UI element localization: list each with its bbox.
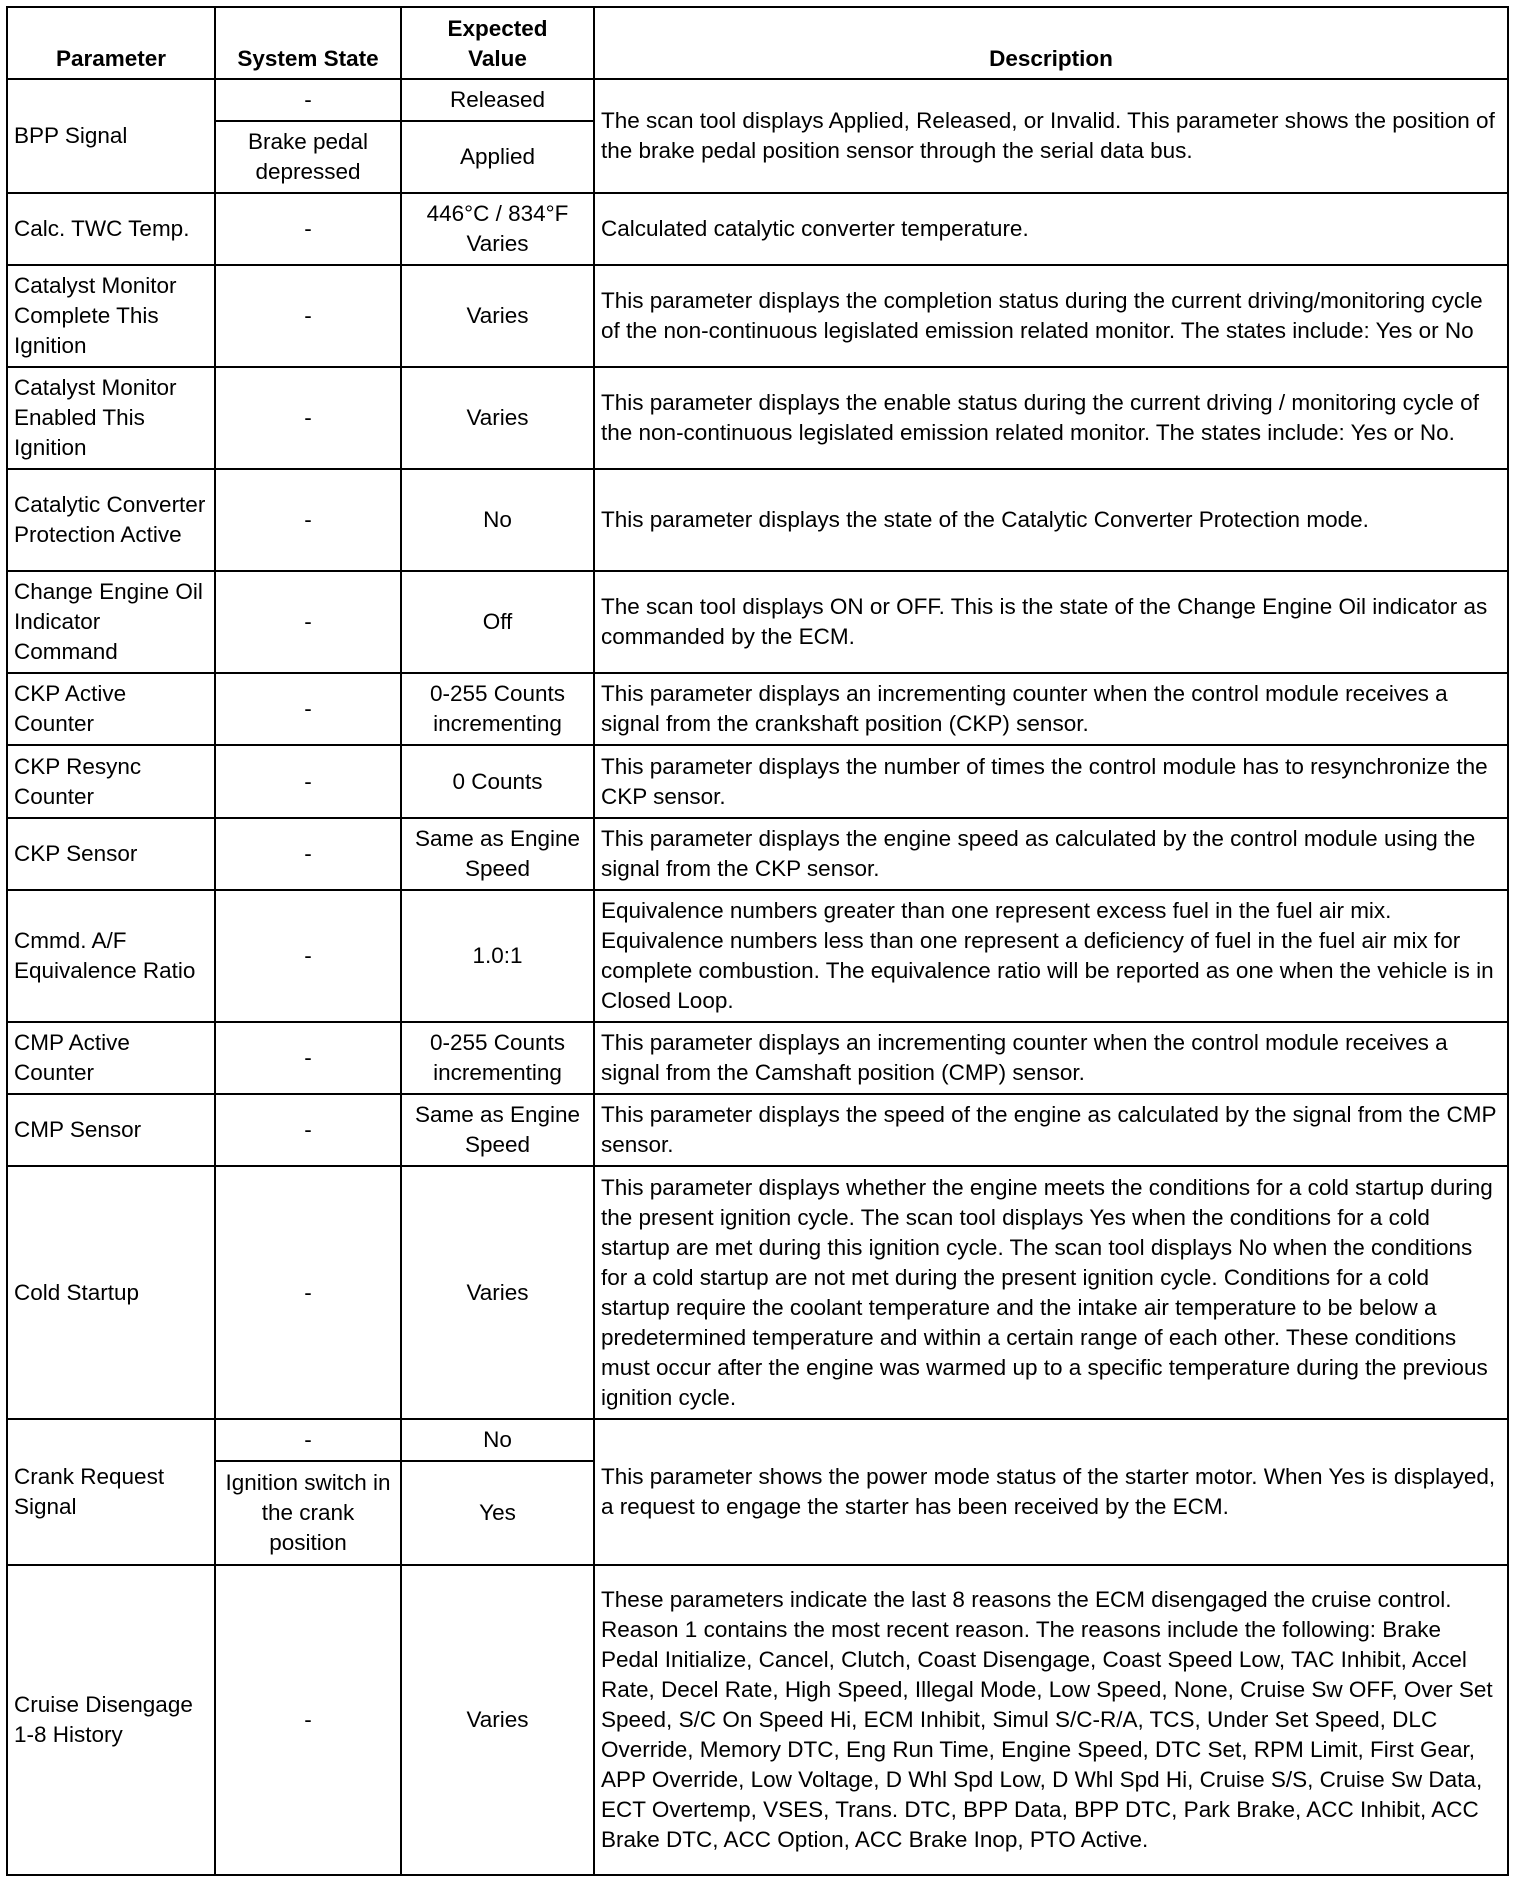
description-cell: These parameters indicate the last 8 reasons the ECM disengaged the cruise control. Reason 1 contains the most recent reason. The reasons include the following: Brake Pedal Initialize, Cancel, Clutch, Coast Disengage, Coast Speed Low, TAC Inhibit, Accel Rate, Decel Rate, High Speed, Illegal Mode, Low Speed, None, Cruise Sw OFF, Over Set Speed, S/C On Speed Hi, ECM Inhibit, Simul S/C-R/A, TCS, Under Set Speed, DLC Override, Memory DTC, Eng Run Time, Engine Speed, DTC Set, RPM Limit, First Gear, APP Override, Low Voltage, D Whl Spd Low, D Whl Spd Hi, Cruise S/S, Cruise Sw Data, ECT Overtemp, VSES, Trans. DTC, BPP Data, BPP DTC, Park Brake, ACC Inhibit, ACC Brake DTC, ACC Option, ACC Brake Inop, PTO Active. bbox=[594, 1565, 1508, 1875]
table-row bbox=[7, 571, 1508, 673]
table-row bbox=[7, 367, 1508, 469]
system-state-cell: - bbox=[215, 818, 401, 890]
table-row bbox=[7, 890, 1508, 1022]
table-row bbox=[7, 1022, 1508, 1094]
description-cell: This parameter displays the enable status during the current driving / monitoring cycle of the non-continuous legislated emission related monitor. The states include: Yes or No. bbox=[594, 367, 1508, 469]
system-state-cell: - bbox=[215, 265, 401, 367]
system-state-cell: Brake pedal depressed bbox=[215, 121, 401, 193]
description-cell: This parameter displays the number of times the control module has to resynchronize the CKP sensor. bbox=[594, 745, 1508, 818]
system-state-cell: - bbox=[215, 1565, 401, 1875]
expected-value-cell: Released bbox=[401, 79, 594, 121]
system-state-cell: - bbox=[215, 367, 401, 469]
parameter-cell: Change Engine Oil Indicator Command bbox=[7, 571, 215, 673]
description-cell: This parameter displays an incrementing counter when the control module receives a signal from the crankshaft position (CKP) sensor. bbox=[594, 673, 1508, 745]
description-cell: This parameter displays the speed of the engine as calculated by the signal from the CMP sensor. bbox=[594, 1094, 1508, 1166]
system-state-cell: Ignition switch in the crank position bbox=[215, 1461, 401, 1565]
parameter-cell: CMP Active Counter bbox=[7, 1022, 215, 1094]
system-state-cell: - bbox=[215, 1022, 401, 1094]
expected-value-cell: Applied bbox=[401, 121, 594, 193]
system-state-cell: - bbox=[215, 571, 401, 673]
expected-value-cell: Yes bbox=[401, 1461, 594, 1565]
system-state-cell: - bbox=[215, 890, 401, 1022]
description-cell: The scan tool displays Applied, Released, or Invalid. This parameter shows the position of the brake pedal position sensor through the serial data bus. bbox=[594, 79, 1508, 193]
description-cell: This parameter displays the state of the Catalytic Converter Protection mode. bbox=[594, 469, 1508, 571]
expected-value-cell: No bbox=[401, 1419, 594, 1461]
parameter-cell: Catalyst Monitor Enabled This Ignition bbox=[7, 367, 215, 469]
header-expected-value: Expected Value bbox=[401, 7, 594, 79]
system-state-cell: - bbox=[215, 1094, 401, 1166]
description-cell: Calculated catalytic converter temperature. bbox=[594, 193, 1508, 265]
parameter-cell: CKP Sensor bbox=[7, 818, 215, 890]
header-description: Description bbox=[594, 7, 1508, 79]
description-cell: Equivalence numbers greater than one represent excess fuel in the fuel air mix. Equivalence numbers less than one represent a deficiency of fuel in the fuel air mix for complete combustion. The equivalence ratio will be reported as one when the vehicle is in Closed Loop. bbox=[594, 890, 1508, 1022]
description-cell: This parameter displays whether the engine meets the conditions for a cold startup during the present ignition cycle. The scan tool displays Yes when the conditions for a cold startup are met during this ignition cycle. The scan tool displays No when the conditions for a cold startup are not met during the present ignition cycle. Conditions for a cold startup require the coolant temperature and the intake air temperature to be below a predetermined temperature and within a certain range of each other. These conditions must occur after the engine was warmed up to a specific temperature during the previous ignition cycle. bbox=[594, 1166, 1508, 1419]
expected-value-cell: Same as Engine Speed bbox=[401, 818, 594, 890]
expected-value-cell: Varies bbox=[401, 1565, 594, 1875]
description-cell: This parameter displays the engine speed as calculated by the control module using the signal from the CKP sensor. bbox=[594, 818, 1508, 890]
expected-value-cell: 1.0:1 bbox=[401, 890, 594, 1022]
parameter-cell: Cruise Disengage 1-8 History bbox=[7, 1565, 215, 1875]
parameter-cell: CKP Resync Counter bbox=[7, 745, 215, 818]
table-row bbox=[7, 1419, 1508, 1461]
system-state-cell: - bbox=[215, 469, 401, 571]
expected-value-cell: 0 Counts bbox=[401, 745, 594, 818]
expected-value-cell: Varies bbox=[401, 367, 594, 469]
description-cell: This parameter displays an incrementing counter when the control module receives a signal from the Camshaft position (CMP) sensor. bbox=[594, 1022, 1508, 1094]
table-row bbox=[7, 79, 1508, 121]
header-parameter: Parameter bbox=[7, 7, 215, 79]
table-row bbox=[7, 193, 1508, 265]
parameter-cell: CMP Sensor bbox=[7, 1094, 215, 1166]
parameter-cell: BPP Signal bbox=[7, 79, 215, 193]
expected-value-cell: 0-255 Counts incrementing bbox=[401, 673, 594, 745]
description-cell: This parameter displays the completion status during the current driving/monitoring cycle of the non-continuous legislated emission related monitor. The states include: Yes or No bbox=[594, 265, 1508, 367]
system-state-cell: - bbox=[215, 1166, 401, 1419]
parameter-cell: Calc. TWC Temp. bbox=[7, 193, 215, 265]
table-row bbox=[7, 1094, 1508, 1166]
table-row bbox=[7, 1166, 1508, 1419]
header-row bbox=[7, 7, 1508, 79]
system-state-cell: - bbox=[215, 673, 401, 745]
description-cell: This parameter shows the power mode status of the starter motor. When Yes is displayed, a request to engage the starter has been received by the ECM. bbox=[594, 1419, 1508, 1565]
header-system-state: System State bbox=[215, 7, 401, 79]
expected-value-cell: Off bbox=[401, 571, 594, 673]
system-state-cell: - bbox=[215, 193, 401, 265]
table-row bbox=[7, 673, 1508, 745]
table-row bbox=[7, 745, 1508, 818]
table-row bbox=[7, 1565, 1508, 1875]
system-state-cell: - bbox=[215, 1419, 401, 1461]
parameter-cell: Catalytic Converter Protection Active bbox=[7, 469, 215, 571]
expected-value-cell: Varies bbox=[401, 265, 594, 367]
table-row bbox=[7, 469, 1508, 571]
expected-value-cell: Same as Engine Speed bbox=[401, 1094, 594, 1166]
parameter-cell: Crank Request Signal bbox=[7, 1419, 215, 1565]
parameter-table bbox=[6, 6, 1509, 1876]
table-row bbox=[7, 265, 1508, 367]
parameter-cell: Cold Startup bbox=[7, 1166, 215, 1419]
expected-value-cell: 446°C / 834°F Varies bbox=[401, 193, 594, 265]
description-cell: The scan tool displays ON or OFF. This is the state of the Change Engine Oil indicator as commanded by the ECM. bbox=[594, 571, 1508, 673]
parameter-cell: CKP Active Counter bbox=[7, 673, 215, 745]
parameter-cell: Catalyst Monitor Complete This Ignition bbox=[7, 265, 215, 367]
system-state-cell: - bbox=[215, 79, 401, 121]
parameter-cell: Cmmd. A/F Equivalence Ratio bbox=[7, 890, 215, 1022]
table-row bbox=[7, 818, 1508, 890]
expected-value-cell: No bbox=[401, 469, 594, 571]
expected-value-cell: 0-255 Counts incrementing bbox=[401, 1022, 594, 1094]
expected-value-cell: Varies bbox=[401, 1166, 594, 1419]
system-state-cell: - bbox=[215, 745, 401, 818]
